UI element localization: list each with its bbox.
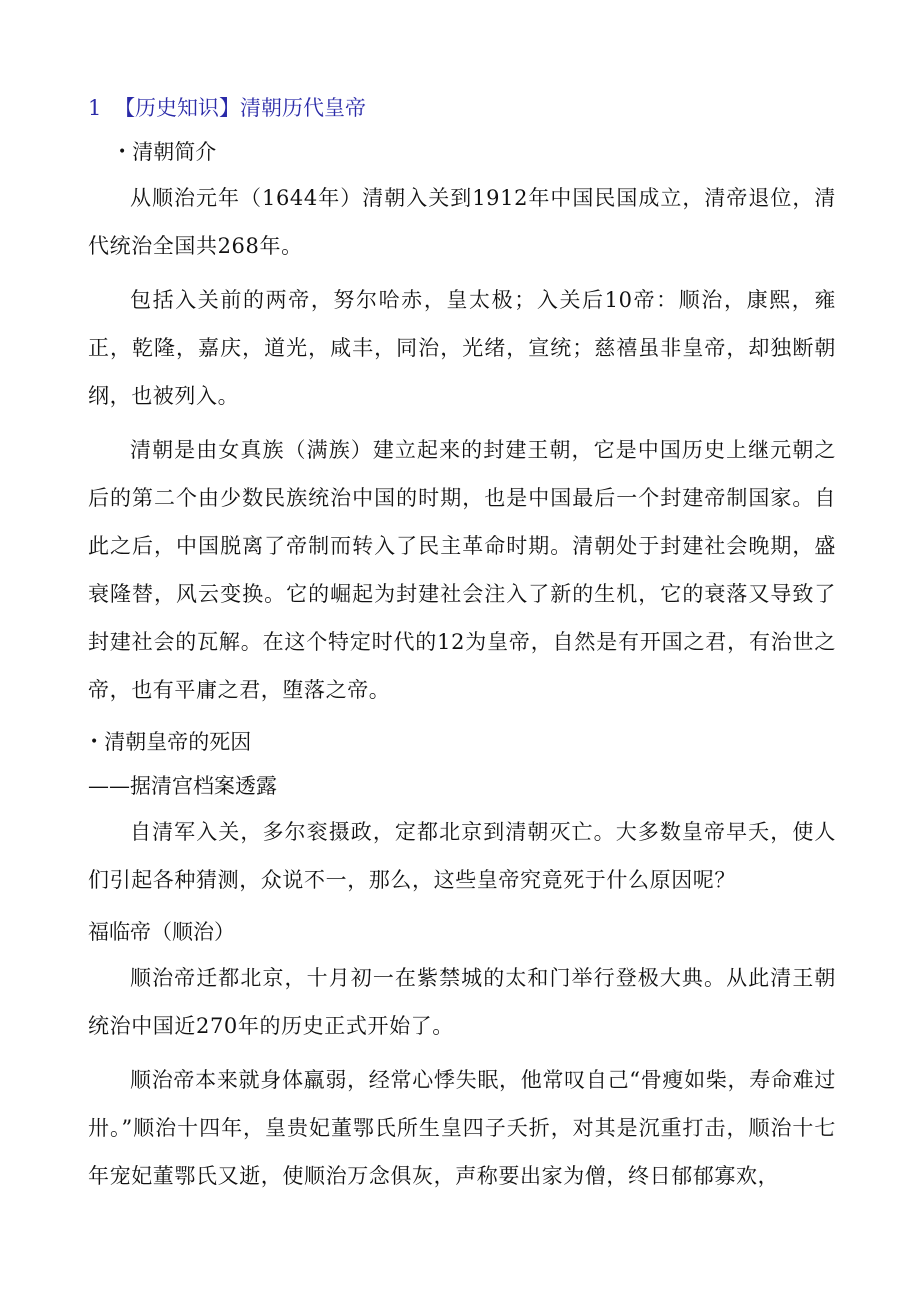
intro-paragraph-2: 包括入关前的两帝，努尔哈赤，皇太极；入关后10帝：顺治，康熙，雍正，乾隆，嘉庆，道光，咸丰，同治，光绪，宣统；慈禧虽非皇帝，却独断朝纲，也被列入。: [88, 288, 836, 408]
document-title: [88, 88, 836, 128]
intro-heading-text: 清朝简介: [132, 140, 217, 164]
title-number: 1: [88, 96, 102, 120]
emperor-heading: 福临帝（顺治）: [88, 920, 235, 944]
bullet-icon: •: [118, 144, 127, 160]
intro-paragraph-3: 清朝是由女真族（满族）建立起来的封建王朝，它是中国历史上继元朝之后的第二个由少数民族统治中国的时期，也是中国最后一个封建帝制国家。自此之后，中国脱离了帝制而转入了民主革命时期。清朝处于封建社会晚期，盛衰隆替，风云变换。它的崛起为封建社会注入了新的生机，它的衰落又导致了封建社会的瓦解。在这个特定时代的12为皇帝，自然是有开国之君，有治世之帝，也有平庸之君，堕落之帝。: [88, 438, 836, 702]
intro-paragraph-1: 从顺治元年（1644年）清朝入关到1912年中国民国成立，清帝退位，清代统治全国共268年。: [88, 186, 836, 258]
title-text: 【历史知识】清朝历代皇帝: [114, 96, 367, 120]
death-heading: [88, 720, 836, 764]
bullet-icon: •: [90, 734, 99, 750]
document-page: [88, 88, 836, 1206]
emperor-paragraph-2: 顺治帝本来就身体羸弱，经常心悸失眠，他常叹自己“骨瘦如柴，寿命难过卅。”顺治十四年，皇贵妃董鄂氏所生皇四子夭折，对其是沉重打击，顺治十七年宠妃董鄂氏又逝，使顺治万念俱灰，声称要出家为僧，终日郁郁寡欢，: [88, 1068, 836, 1188]
death-heading-text: 清朝皇帝的死因: [104, 730, 252, 754]
intro-heading: [88, 130, 836, 174]
emperor-paragraph-1: 顺治帝迁都北京，十月初一在紫禁城的太和门举行登极大典。从此清王朝统治中国近270年的历史正式开始了。: [88, 966, 836, 1038]
death-subheading: ——据清宫档案透露: [88, 774, 277, 798]
death-paragraph-1: 自清军入关，多尔衮摄政，定都北京到清朝灭亡。大多数皇帝早夭，使人们引起各种猜测，众说不一，那么，这些皇帝究竟死于什么原因呢？: [88, 820, 836, 892]
